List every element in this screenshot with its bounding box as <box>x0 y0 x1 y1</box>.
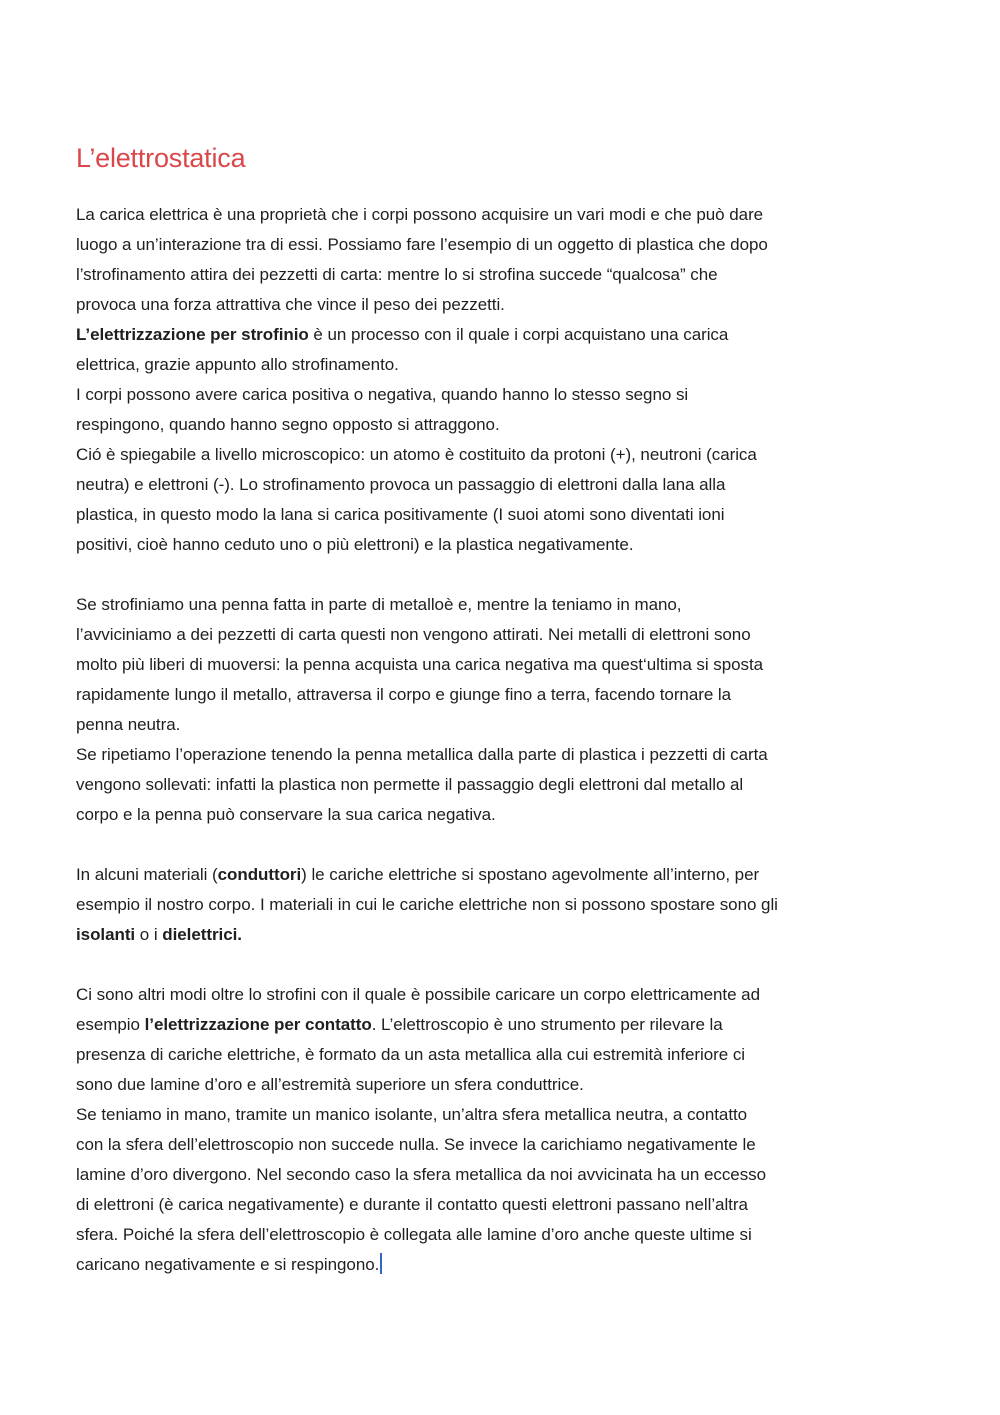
text-line: Se teniamo in mano, tramite un manico isolante, un’altra sfera metallica neutra, a contatto <box>76 1105 748 1124</box>
page-title: L’elettrostatica <box>76 143 246 173</box>
text-line: penna neutra. <box>76 715 181 734</box>
text-line: Ci sono altri modi oltre lo strofini con il quale è possibile caricare un corpo elettricamente ad <box>76 985 760 1004</box>
text-line: positivi, cioè hanno ceduto uno o più elettroni) e la plastica negativamente. <box>76 535 634 554</box>
text-line: Se ripetiamo l’operazione tenendo la penna metallica dalla parte di plastica i pezzetti di carta <box>76 745 768 764</box>
text-line: plastica, in questo modo la lana si carica positivamente (I suoi atomi sono diventati ioni <box>76 505 725 524</box>
bold-term: l’elettrizzazione per contatto <box>144 1015 372 1034</box>
paragraph-conductors <box>76 860 916 950</box>
text-line: In alcuni materiali ( <box>76 865 218 884</box>
document-page <box>76 138 916 1280</box>
text-line: respingono, quando hanno segno opposto si attraggono. <box>76 415 500 434</box>
paragraph-spacer <box>76 830 916 860</box>
text-line: di elettroni (è carica negativamente) e durante il contatto questi elettroni passano nell’altra <box>76 1195 748 1214</box>
text-line: elettrica, grazie appunto allo strofinamento. <box>76 355 399 374</box>
paragraph-spacer <box>76 950 916 980</box>
text-line: Se strofiniamo una penna fatta in parte di metalloè e, mentre la teniamo in mano, <box>76 595 682 614</box>
text-line: molto più liberi di muoversi: la penna acquista una carica negativa ma quest‘ultima si sposta <box>76 655 764 674</box>
paragraph-metal-pen <box>76 590 916 740</box>
text-line: I corpi possono avere carica positiva o negativa, quando hanno lo stesso segno si <box>76 385 689 404</box>
text-line: sono due lamine d’oro e all’estremità superiore un sfera conduttrice. <box>76 1075 584 1094</box>
paragraph-intro <box>76 200 916 320</box>
paragraph-charges <box>76 380 916 440</box>
text-line: esempio il nostro corpo. I materiali in cui le cariche elettriche non si possono spostare sono gli <box>76 895 778 914</box>
paragraph-plastic-handle <box>76 740 916 830</box>
text-line: ) le cariche elettriche si spostano agevolmente all’interno, per <box>301 865 760 884</box>
text-line: neutra) e elettroni (-). Lo strofinamento provoca un passaggio di elettroni dalla lana alla <box>76 475 726 494</box>
paragraph-contact <box>76 980 916 1100</box>
text-line: sfera. Poiché la sfera dell’elettroscopio è collegata alle lamine d’oro anche queste ultime si <box>76 1225 752 1244</box>
paragraph-electroscope[interactable] <box>76 1100 916 1280</box>
paragraph-spacer <box>76 560 916 590</box>
text-line: o i <box>135 925 163 944</box>
text-line: esempio <box>76 1015 145 1034</box>
text-line: caricano negativamente e si respingono. <box>76 1255 380 1274</box>
text-line: vengono sollevati: infatti la plastica non permette il passaggio degli elettroni dal metallo al <box>76 775 744 794</box>
text-line: luogo a un’interazione tra di essi. Possiamo fare l’esempio di un oggetto di plastica che dopo <box>76 235 768 254</box>
text-line: . L’elettroscopio è uno strumento per rilevare la <box>371 1015 723 1034</box>
paragraph-microscopic <box>76 440 916 560</box>
text-line: provoca una forza attrattiva che vince il peso dei pezzetti. <box>76 295 505 314</box>
text-line: è un processo con il quale i corpi acquistano una carica <box>308 325 729 344</box>
text-line: La carica elettrica è una proprietà che i corpi possono acquisire un vari modi e che può dare <box>76 205 764 224</box>
text-line: presenza di cariche elettriche, è formato da un asta metallica alla cui estremità inferiore ci <box>76 1045 746 1064</box>
text-cursor <box>380 1253 382 1274</box>
text-line: lamine d’oro divergono. Nel secondo caso la sfera metallica da noi avvicinata ha un eccesso <box>76 1165 767 1184</box>
bold-term: conduttori <box>217 865 302 884</box>
paragraph-strofinio <box>76 320 916 380</box>
bold-term: L’elettrizzazione per strofinio <box>76 325 309 344</box>
bold-term: dielettrici. <box>162 925 242 944</box>
text-line: rapidamente lungo il metallo, attraversa il corpo e giunge fino a terra, facendo tornare la <box>76 685 732 704</box>
text-line: Ció è spiegabile a livello microscopico: un atomo è costituito da protoni (+), neutroni (carica <box>76 445 757 464</box>
text-line: con la sfera dell’elettroscopio non succede nulla. Se invece la carichiamo negativamente le <box>76 1135 756 1154</box>
bold-term: isolanti <box>76 925 136 944</box>
text-line: l’avviciniamo a dei pezzetti di carta questi non vengono attirati. Nei metalli di elettroni sono <box>76 625 751 644</box>
text-line: corpo e la penna può conservare la sua carica negativa. <box>76 805 496 824</box>
text-line: l’strofinamento attira dei pezzetti di carta: mentre lo si strofina succede “qualcosa” che <box>76 265 718 284</box>
